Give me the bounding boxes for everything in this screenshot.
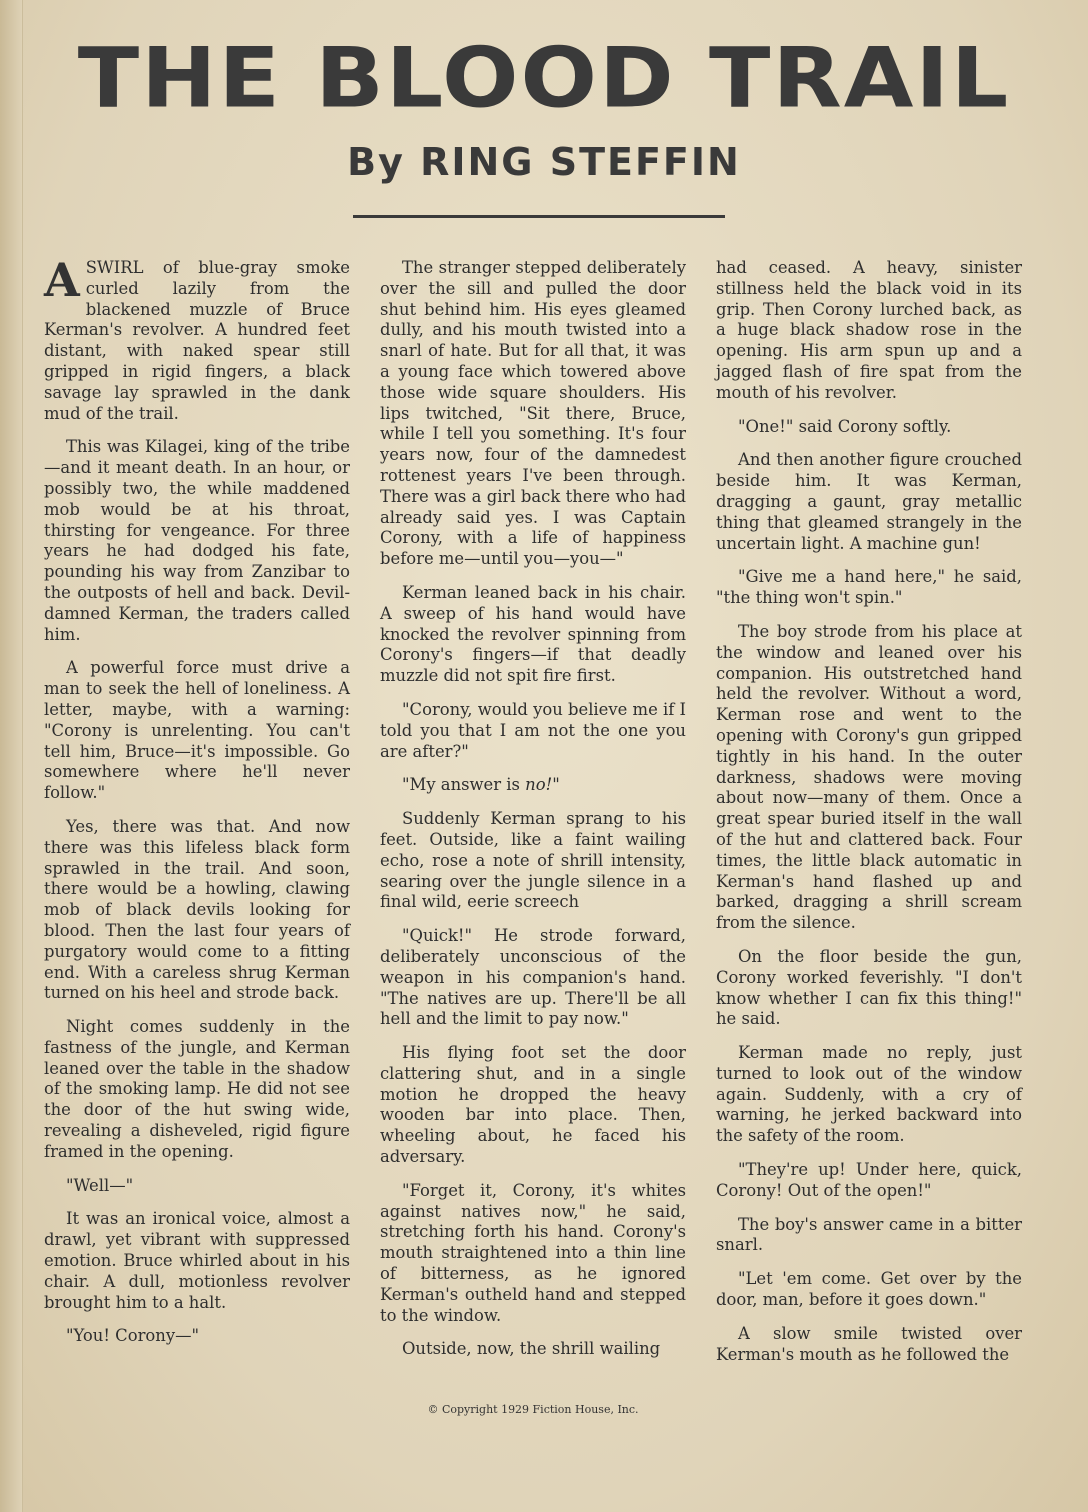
drop-cap: A	[44, 253, 80, 307]
paragraph: Kerman leaned back in his chair. A sweep of his hand would have knocked the revolver spinning from Corony's fingers—if that deadly muzzle did not spit fire first.	[380, 582, 686, 686]
paragraph: had ceased. A heavy, sinister stillness held the black void in its grip. Then Corony lurched back, as a huge black shadow rose in the opening. His arm spun up and a jagged flash of fire spat from the mouth of his revolver.	[716, 258, 1022, 402]
text-column-1	[44, 253, 350, 1360]
paragraph: It was an ironical voice, almost a drawl, yet vibrant with suppressed emotion. Bruce whirled about in his chair. A dull, motionless revolver brought him to a halt.	[44, 1209, 350, 1312]
page-spine	[0, 0, 23, 1512]
paragraph: "Give me a hand here," he said, "the thing won't spin."	[716, 567, 1022, 608]
paragraph: And then another figure crouched beside him. It was Kerman, dragging a gaunt, gray metallic thing that gleamed strangely in the uncertain light. A machine gun!	[716, 450, 1022, 553]
paragraph: "Quick!" He strode forward, deliberately unconscious of the weapon in his companion's hand. "The natives are up. There'll be all hell and the limit to pay now."	[380, 926, 686, 1029]
paragraph: "One!" said Corony softly.	[738, 416, 952, 436]
paragraph: "You! Corony—"	[66, 1326, 200, 1346]
story-title: THE BLOOD TRAIL	[77, 30, 1011, 127]
paragraph-text: SWIRL of blue-gray smoke curled lazily from the blackened muzzle of Bruce Kerman's revolver. A hundred feet distant, with naked spear still gripped in rigid fingers, a black savage lay sprawled in the dank mud of the trail.	[44, 258, 350, 423]
paragraph: The boy's answer came in a bitter snarl.	[716, 1214, 1022, 1255]
paragraph: Outside, now, the shrill wailing	[402, 1339, 661, 1359]
paragraph: "Let 'em come. Get over by the door, man, before it goes down."	[716, 1269, 1022, 1310]
text-column-2	[380, 258, 686, 1373]
paragraph	[44, 253, 350, 424]
story-byline: By RING STEFFIN	[347, 140, 741, 184]
copyright-notice: © Copyright 1929 Fiction House, Inc.	[427, 1403, 639, 1416]
paragraph: Suddenly Kerman sprang to his feet. Outside, like a faint wailing echo, rose a note of shrill intensity, searing over the jungle silence in a final wild, eerie screech	[380, 809, 686, 912]
text-column-3	[716, 258, 1022, 1378]
paragraph: "Well—"	[66, 1175, 134, 1195]
paragraph: Night comes suddenly in the fastness of the jungle, and Kerman leaned over the table in the shadow of the smoking lamp. He did not see the door of the hut swing wide, revealing a disheveled, rigid figure framed in the opening.	[44, 1017, 350, 1161]
emphasis-text: no!	[525, 775, 553, 795]
paragraph: A powerful force must drive a man to seek the hell of loneliness. A letter, maybe, with a warning: "Corony is unrelenting. You can't tell him, Bruce—it's impossible. Go somewhere where he'll never follow."	[44, 658, 350, 803]
paragraph: Kerman made no reply, just turned to look out of the window again. Suddenly, with a cry of warning, he jerked backward into the safety of the room.	[716, 1043, 1022, 1146]
paragraph	[380, 775, 686, 796]
paragraph: "They're up! Under here, quick, Corony! Out of the open!"	[716, 1160, 1022, 1200]
paragraph: This was Kilagei, king of the tribe—and it meant death. In an hour, or possibly two, the while maddened mob would be at his throat, thirsting for vengeance. For three years he had dodged his fate, pounding his way from Zanzibar to the outposts of hell and back. Devil-damned Kerman, the traders called him.	[44, 437, 350, 644]
paragraph: Yes, there was that. And now there was this lifeless black form sprawled in the trail. And soon, there would be a howling, clawing mob of black devils looking for blood. Then the last four years of purgatory would come to a fitting end. With a careless shrug Kerman turned on his heel and strode back.	[44, 816, 350, 1003]
title-divider	[353, 215, 725, 218]
paragraph: The boy strode from his place at the window and leaned over his companion. His outstretched hand held the revolver. Without a word, Kerman rose and went to the opening with Corony's gun gripped tightly in his hand. In the outer darkness, shadows were moving about now—many of them. Once a great spear buried itself in the wall of the hut and clattered back. Four times, the little black automatic in Kerman's hand flashed up and barked, dragging a shrill scream from the silence.	[716, 621, 1022, 933]
paragraph: His flying foot set the door clattering shut, and in a single motion he dropped the heavy wooden bar into place. Then, wheeling about, he faced his adversary.	[380, 1043, 686, 1167]
paragraph: On the floor beside the gun, Corony worked feverishly. "I don't know whether I can fix this thing!" he said.	[716, 946, 1022, 1029]
paragraph: A slow smile twisted over Kerman's mouth as he followed the	[716, 1323, 1022, 1364]
paragraph: "Corony, would you believe me if I told you that I am not the one you are after?"	[380, 699, 686, 761]
paragraph: "Forget it, Corony, it's whites against natives now," he said, stretching forth his hand. Corony's mouth straightened into a thin line of bitterness, as he ignored Kerman's outheld hand and stepped to the window.	[380, 1180, 686, 1325]
paragraph: The stranger stepped deliberately over the sill and pulled the door shut behind him. His eyes gleamed dully, and his mouth twisted into a snarl of hate. But for all that, it was a young face which towered above those wide square shoulders. His lips twitched, "Sit there, Bruce, while I tell you something. It's four years now, four of the damnedest rottenest years I've been through. There was a girl back there who had already said yes. I was Captain Corony, with a life of happiness before me—until you—you—"	[380, 258, 686, 569]
paragraph-text: "	[552, 775, 560, 795]
paragraph-text: "My answer is	[402, 775, 526, 795]
